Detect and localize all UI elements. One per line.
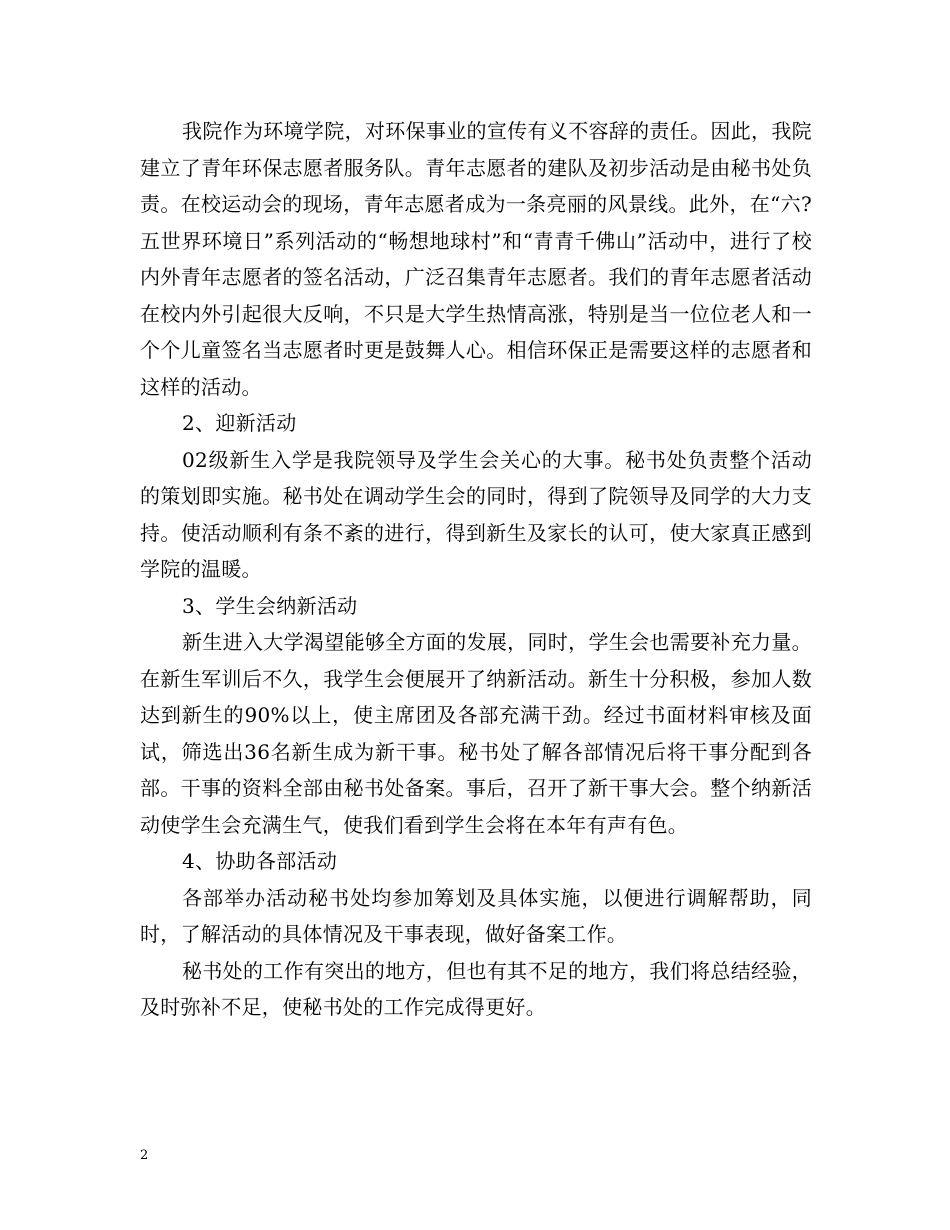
paragraph-conclusion: 秘书处的工作有突出的地方，但也有其不足的地方，我们将总结经验，及时弥补不足，使秘书处的工作完成得更好。 [140, 958, 812, 1019]
section-heading-assist-departments: 4、协助各部活动 [182, 849, 338, 873]
page-number: 2 [140, 1148, 149, 1163]
paragraph-recruitment: 新生进入大学渴望能够全方面的发展，同时，学生会也需要补充力量。在新生军训后不久，我学生会便展开了纳新活动。新生十分积极，参加人数达到新生的90%以上，使主席团及各部充满干劲。经过书面材料审核及面试，筛选出36名新生成为新干事。秘书处了解各部情况后将干事分配到各部。干事的资料全部由秘书处备案。事后，召开了新干事大会。整个纳新活动使学生会充满生气，使我们看到学生会将在本年有声有色。 [140, 630, 812, 837]
document-body [140, 113, 812, 1026]
section-heading-recruitment: 3、学生会纳新活动 [182, 593, 358, 618]
paragraph-welcome-freshmen: 02级新生入学是我院领导及学生会关心的大事。秘书处负责整个活动的策划即实施。秘书处在调动学生会的同时，得到了院领导及同学的大力支持。使活动顺利有条不紊的进行，得到新生及家长的认可，使大家真正感到学院的温暖。 [140, 447, 812, 581]
section-heading-welcome-freshmen: 2、迎新活动 [182, 411, 297, 435]
paragraph-assist-departments: 各部举办活动秘书处均参加筹划及具体实施，以便进行调解帮助，同时，了解活动的具体情况及干事表现，做好备案工作。 [140, 885, 812, 946]
paragraph-environmental-volunteers: 我院作为环境学院，对环保事业的宣传有义不容辞的责任。因此，我院建立了青年环保志愿者服务队。青年志愿者的建队及初步活动是由秘书处负责。在校运动会的现场，青年志愿者成为一条亮丽的风景线。此外，在“六?五世界环境日”系列活动的“畅想地球村”和“青青千佛山”活动中，进行了校内外青年志愿者的签名活动，广泛召集青年志愿者。我们的青年志愿者活动在校内外引起很大反响，不只是大学生热情高涨，特别是当一位位老人和一个个儿童签名当志愿者时更是鼓舞人心。相信环保正是需要这样的志愿者和这样的活动。 [140, 119, 812, 399]
